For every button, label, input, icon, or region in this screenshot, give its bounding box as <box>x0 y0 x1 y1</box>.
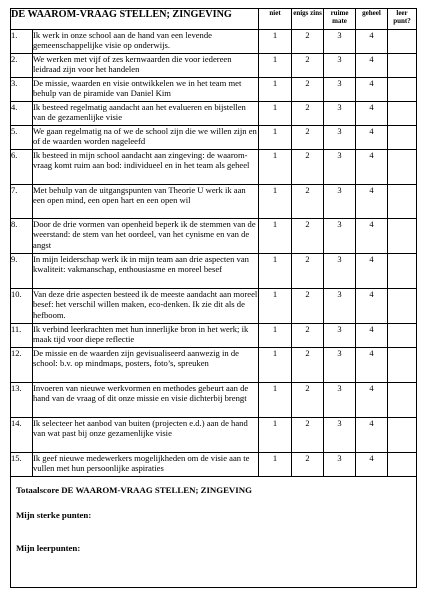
footer-box <box>11 477 417 588</box>
question-text: Ik verbind leerkrachten met hun innerlijke bron in het werk; ik maak tijd voor diepe reflectie <box>33 324 259 348</box>
score-option-3[interactable]: 3 <box>324 289 356 324</box>
score-option-4[interactable]: 4 <box>356 348 388 383</box>
question-number: 7. <box>11 185 33 219</box>
score-option-3[interactable]: 3 <box>324 126 356 150</box>
score-option-1[interactable]: 1 <box>259 54 292 78</box>
questionnaire-table <box>10 8 417 588</box>
question-text: De missie en de waarden zijn gevisualiseerd aanwezig in de school: b.v. op mindmaps, posters, foto’s, spreuken <box>33 348 259 383</box>
column-header-leerpunt: leer punt? <box>388 9 417 30</box>
table-row <box>11 102 417 126</box>
question-number: 4. <box>11 102 33 126</box>
score-option-2[interactable]: 2 <box>292 150 324 185</box>
column-header-geheel: geheel <box>356 9 388 30</box>
score-option-1[interactable]: 1 <box>259 30 292 54</box>
score-option-4[interactable]: 4 <box>356 126 388 150</box>
score-option-1[interactable]: 1 <box>259 418 292 453</box>
question-number: 10. <box>11 289 33 324</box>
leerpunt-cell[interactable] <box>388 150 417 185</box>
table-row <box>11 348 417 383</box>
question-text: Ik besteed in mijn school aandacht aan zingeving: de waarom-vraag komt ruim aan bod: individueel en in het team als geheel <box>33 150 259 185</box>
footer-row <box>11 477 417 588</box>
table-row <box>11 453 417 477</box>
leerpunt-cell[interactable] <box>388 289 417 324</box>
column-header-ruime-mate: ruime mate <box>324 9 356 30</box>
header-row <box>11 9 417 30</box>
leerpunt-cell[interactable] <box>388 126 417 150</box>
score-option-3[interactable]: 3 <box>324 150 356 185</box>
score-option-4[interactable]: 4 <box>356 383 388 418</box>
score-option-1[interactable]: 1 <box>259 289 292 324</box>
score-option-1[interactable]: 1 <box>259 254 292 289</box>
score-option-2[interactable]: 2 <box>292 54 324 78</box>
score-option-3[interactable]: 3 <box>324 185 356 219</box>
table-row <box>11 289 417 324</box>
score-option-2[interactable]: 2 <box>292 126 324 150</box>
score-option-4[interactable]: 4 <box>356 30 388 54</box>
score-option-4[interactable]: 4 <box>356 54 388 78</box>
column-header-enigszins: enigs zins <box>292 9 324 30</box>
score-option-3[interactable]: 3 <box>324 219 356 254</box>
question-text: Ik werk in onze school aan de hand van een levende gemeenschappelijke visie op onderwijs. <box>33 30 259 54</box>
score-option-1[interactable]: 1 <box>259 185 292 219</box>
question-number: 8. <box>11 219 33 254</box>
question-number: 14. <box>11 418 33 453</box>
table-row <box>11 418 417 453</box>
strong-points-label: Mijn sterke punten: <box>16 510 92 520</box>
leerpunt-cell[interactable] <box>388 102 417 126</box>
total-score-label: Totaalscore DE WAAROM-VRAAG STELLEN; ZINGEVING <box>16 485 252 495</box>
question-text: Invoeren van nieuwe werkvormen en methodes gebeurt aan de hand van de vraag of dit onze missie en visie dichterbij brengt <box>33 383 259 418</box>
table-row <box>11 54 417 78</box>
score-option-4[interactable]: 4 <box>356 324 388 348</box>
table-row <box>11 383 417 418</box>
table-row <box>11 185 417 219</box>
score-option-4[interactable]: 4 <box>356 185 388 219</box>
score-option-2[interactable]: 2 <box>292 324 324 348</box>
score-option-2[interactable]: 2 <box>292 102 324 126</box>
score-option-2[interactable]: 2 <box>292 185 324 219</box>
leerpunt-cell[interactable] <box>388 54 417 78</box>
score-option-1[interactable]: 1 <box>259 126 292 150</box>
score-option-1[interactable]: 1 <box>259 324 292 348</box>
score-option-3[interactable]: 3 <box>324 78 356 102</box>
score-option-1[interactable]: 1 <box>259 453 292 477</box>
score-option-3[interactable]: 3 <box>324 383 356 418</box>
table-row <box>11 78 417 102</box>
score-option-3[interactable]: 3 <box>324 324 356 348</box>
section-title: DE WAAROM-VRAAG STELLEN; ZINGEVING <box>11 9 259 30</box>
table-row <box>11 150 417 185</box>
question-text: We werken met vijf of zes kernwaarden die voor iedereen leidraad zijn voor het handelen <box>33 54 259 78</box>
leerpunt-cell[interactable] <box>388 254 417 289</box>
score-option-2[interactable]: 2 <box>292 289 324 324</box>
score-option-3[interactable]: 3 <box>324 102 356 126</box>
score-option-1[interactable]: 1 <box>259 219 292 254</box>
score-option-2[interactable]: 2 <box>292 254 324 289</box>
learning-points-label: Mijn leerpunten: <box>16 543 81 553</box>
question-text: Van deze drie aspecten besteed ik de meeste aandacht aan moreel besef: het verschil willen maken, eco-denken. Ik zie dit als de hefboom. <box>33 289 259 324</box>
score-option-1[interactable]: 1 <box>259 78 292 102</box>
question-number: 15. <box>11 453 33 477</box>
score-option-3[interactable]: 3 <box>324 54 356 78</box>
table-row <box>11 254 417 289</box>
question-number: 1. <box>11 30 33 54</box>
leerpunt-cell[interactable] <box>388 383 417 418</box>
leerpunt-cell[interactable] <box>388 418 417 453</box>
table-row <box>11 126 417 150</box>
question-text: De missie, waarden en visie ontwikkelen we in het team met behulp van de piramide van Daniel Kim <box>33 78 259 102</box>
score-option-2[interactable]: 2 <box>292 30 324 54</box>
question-number: 3. <box>11 78 33 102</box>
score-option-1[interactable]: 1 <box>259 150 292 185</box>
question-text: Ik selecteer het aanbod van buiten (projecten e.d.) aan de hand van wat past bij onze gezamenlijke visie <box>33 418 259 453</box>
question-text: Ik besteed regelmatig aandacht aan het evalueren en bijstellen van de gezamenlijke visie <box>33 102 259 126</box>
question-number: 2. <box>11 54 33 78</box>
questionnaire-sheet <box>10 8 416 588</box>
leerpunt-cell[interactable] <box>388 30 417 54</box>
score-option-1[interactable]: 1 <box>259 348 292 383</box>
score-option-2[interactable]: 2 <box>292 78 324 102</box>
score-option-2[interactable]: 2 <box>292 453 324 477</box>
table-row <box>11 219 417 254</box>
score-option-4[interactable]: 4 <box>356 254 388 289</box>
score-option-4[interactable]: 4 <box>356 219 388 254</box>
score-option-4[interactable]: 4 <box>356 78 388 102</box>
score-option-1[interactable]: 1 <box>259 102 292 126</box>
leerpunt-cell[interactable] <box>388 348 417 383</box>
column-header-niet: niet <box>259 9 292 30</box>
question-number: 6. <box>11 150 33 185</box>
score-option-4[interactable]: 4 <box>356 289 388 324</box>
question-text: Met behulp van de uitgangspunten van Theorie U werk ik aan een open mind, een open hart en een open wil <box>33 185 259 219</box>
leerpunt-cell[interactable] <box>388 219 417 254</box>
score-option-4[interactable]: 4 <box>356 453 388 477</box>
question-number: 13. <box>11 383 33 418</box>
question-number: 9. <box>11 254 33 289</box>
leerpunt-cell[interactable] <box>388 78 417 102</box>
question-number: 12. <box>11 348 33 383</box>
score-option-4[interactable]: 4 <box>356 150 388 185</box>
leerpunt-cell[interactable] <box>388 324 417 348</box>
leerpunt-cell[interactable] <box>388 453 417 477</box>
score-option-2[interactable]: 2 <box>292 219 324 254</box>
score-option-3[interactable]: 3 <box>324 348 356 383</box>
table-row <box>11 30 417 54</box>
question-text: Door de drie vormen van openheid beperk ik de stemmen van de weerstand: de stem van het oordeel, van het cynisme en van de angst <box>33 219 259 254</box>
score-option-3[interactable]: 3 <box>324 453 356 477</box>
score-option-2[interactable]: 2 <box>292 383 324 418</box>
score-option-2[interactable]: 2 <box>292 418 324 453</box>
score-option-1[interactable]: 1 <box>259 383 292 418</box>
question-number: 5. <box>11 126 33 150</box>
table-row <box>11 324 417 348</box>
score-option-3[interactable]: 3 <box>324 254 356 289</box>
question-number: 11. <box>11 324 33 348</box>
question-text: Ik geef nieuwe medewerkers mogelijkheden om de visie aan te vullen met hun persoonlijke aspiraties <box>33 453 259 477</box>
question-text: In mijn leiderschap werk ik in mijn team aan drie aspecten van kwaliteit: vakmanschap, enthousiasme en moreel besef <box>33 254 259 289</box>
score-option-4[interactable]: 4 <box>356 102 388 126</box>
question-text: We gaan regelmatig na of we de school zijn die we willen zijn en of de waarden worden nageleefd <box>33 126 259 150</box>
score-option-3[interactable]: 3 <box>324 30 356 54</box>
score-option-2[interactable]: 2 <box>292 348 324 383</box>
score-option-3[interactable]: 3 <box>324 418 356 453</box>
leerpunt-cell[interactable] <box>388 185 417 219</box>
score-option-4[interactable]: 4 <box>356 418 388 453</box>
